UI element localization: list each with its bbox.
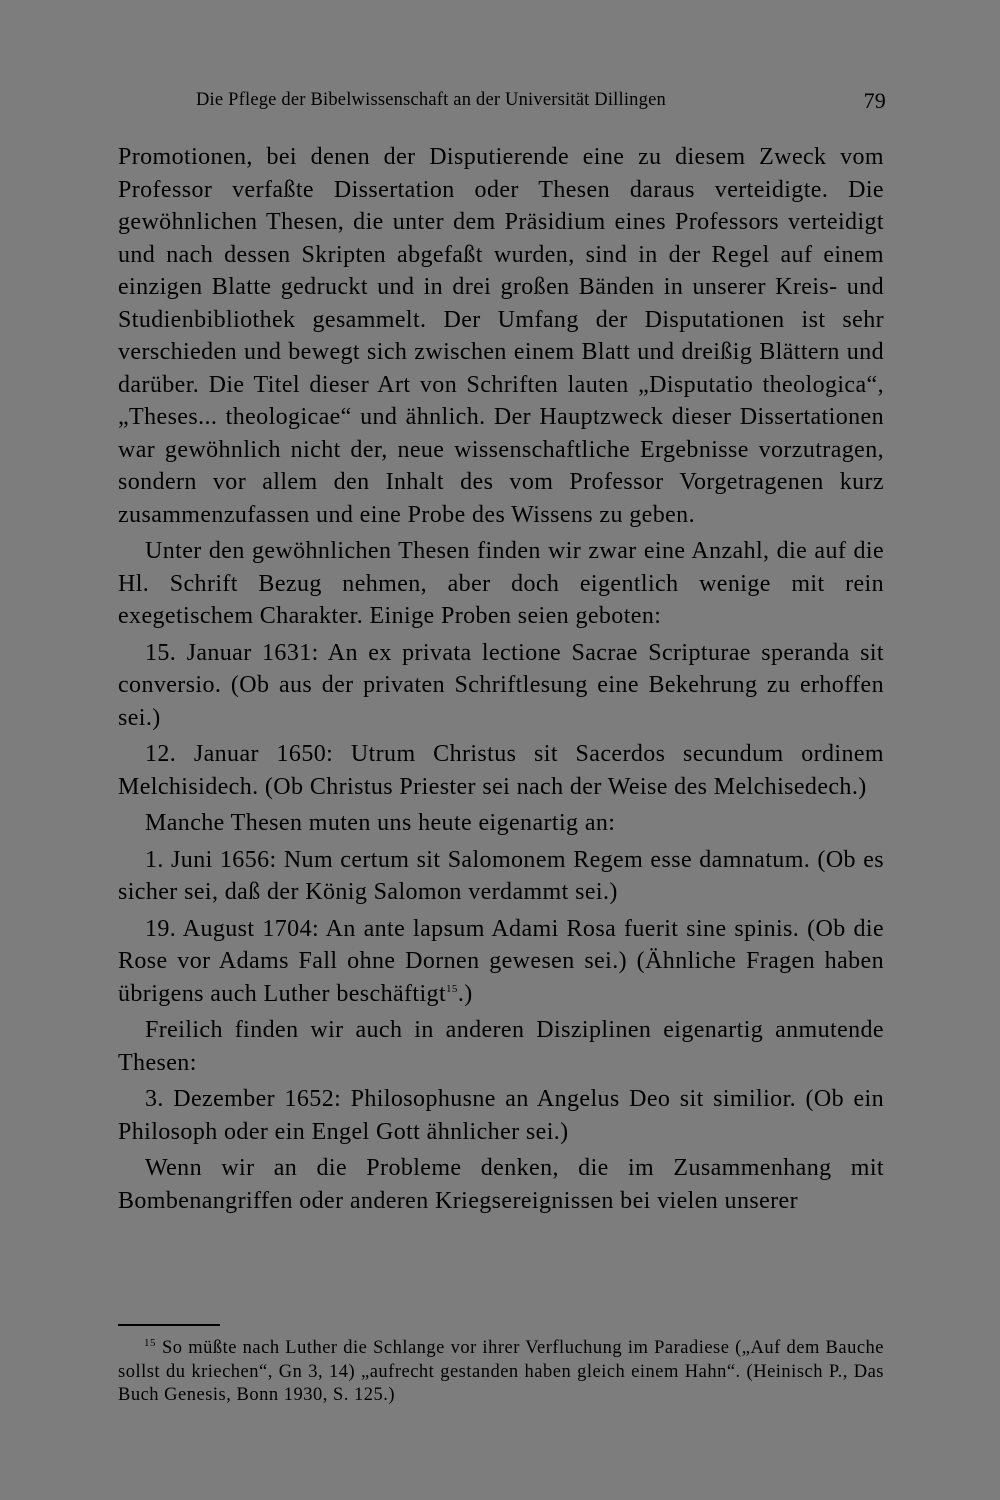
running-head bbox=[196, 90, 886, 114]
body-text bbox=[118, 141, 884, 1217]
footnote-reference[interactable]: 15 bbox=[446, 982, 458, 995]
paragraph-thesis-1631: 15. Januar 1631: An ex privata lectione Sacrae Scripturae speranda sit conversio. (Ob aus der privaten Schriftlesung eine Bekehrung zu erhoffen sei.) bbox=[118, 639, 884, 731]
paragraph: Unter den gewöhnlichen Thesen finden wir zwar eine Anzahl, die auf die Hl. Schrift Bezug nehmen, aber doch eigentlich wenige mit rein exegetischem Charakter. Einige Proben seien geboten: bbox=[118, 538, 884, 629]
footnote bbox=[118, 1337, 884, 1408]
paragraph-thesis-1704 bbox=[118, 913, 884, 1011]
paragraph-thesis-1650: 12. Januar 1650: Utrum Christus sit Sacerdos secundum ordinem Melchisidech. (Ob Christus Priester sei nach der Weise des Melchisedech.) bbox=[118, 741, 884, 800]
paragraph-text: 19. August 1704: An ante lapsum Adami Rosa fuerit sine spinis. (Ob die Rose vor Adams Fall ohne Dornen gewesen sei.) (Ähnliche Fragen haben übrigens auch Luther beschäftigt bbox=[118, 915, 884, 1007]
paragraph: Promotionen, bei denen der Disputierende eine zu diesem Zweck vom Professor verfaßte Dissertation oder Thesen daraus verteidigte. Die gewöhnlichen Thesen, die unter dem Präsidium eines Professors verteidigt und nach dessen Skripten abgefaßt wurden, sind in der Regel auf einem einzigen Blatte gedruckt und in drei großen Bänden in unserer Kreis- und Studienbibliothek gesammelt. Der Umfang der Disputationen ist sehr verschieden und bewegt sich zwischen einem Blatt und dreißig Blättern und darüber. Die Titel dieser Art von Schriften lauten „Disputatio theologica“, „Theses... theologicae“ und ähnlich. Der Hauptzweck dieser Dissertationen war gewöhnlich nicht der, neue wissenschaftliche Ergebnisse vorzutragen, sondern vor allem den Inhalt des vom Professor Vorgetragenen kurz zusammenzufassen und eine Probe des Wissens zu geben. bbox=[118, 144, 884, 528]
running-head-title: Die Pflege der Bibelwissenschaft an der Universität Dillingen bbox=[196, 90, 666, 110]
paragraph-thesis-1652: 3. Dezember 1652: Philosophusne an Angelus Deo sit similior. (Ob ein Philosoph oder ein Engel Gott ähnlicher sei.) bbox=[118, 1086, 884, 1145]
footnote-separator bbox=[118, 1324, 220, 1326]
footnote-text: So müßte nach Luther die Schlange vor ihrer Verfluchung im Paradiese („Auf dem Bauche sollst du kriechen“, Gn 3, 14) „aufrecht gestanden haben gleich einem Hahn“. (Heinisch P., Das Buch Genesis, Bonn 1930, S. 125.) bbox=[118, 1338, 884, 1405]
paragraph: Freilich finden wir auch in anderen Disziplinen eigenartig anmutende Thesen: bbox=[118, 1017, 884, 1076]
paragraph-text-end: .) bbox=[457, 980, 473, 1007]
page-number: 79 bbox=[863, 88, 886, 113]
paragraph: Wenn wir an die Probleme denken, die im Zusammenhang mit Bombenangriffen oder anderen Kriegsereignissen bei vielen unserer bbox=[118, 1155, 884, 1214]
paragraph-thesis-1656: 1. Juni 1656: Num certum sit Salomonem Regem esse damnatum. (Ob es sicher sei, daß der König Salomon verdammt sei.) bbox=[118, 846, 884, 905]
paragraph: Manche Thesen muten uns heute eigenartig an: bbox=[145, 810, 616, 836]
footnote-mark: 15 bbox=[144, 1336, 156, 1349]
